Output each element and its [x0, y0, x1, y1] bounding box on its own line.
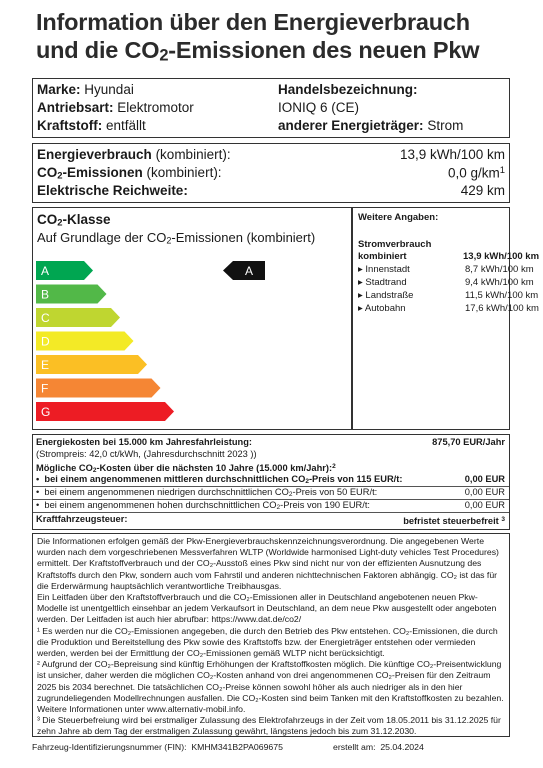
- co2-class-box: [32, 207, 540, 430]
- note-footnote-3: ³ Die Steuerbefreiung wird bei erstmaliger Zulassung des Elektrofahrzeugs in der Zeit vom 18.05.2011 bis 31.12.2025 für zehn Jahre ab dem Tag der erstmaligen Zulassung gewährt, längstens jedoch bis zum 31.12.2030.: [37, 715, 501, 737]
- co2-class-subtitle: Auf Grundlage der CO2-Emissionen (kombiniert): [37, 230, 316, 246]
- weitere-item: [358, 303, 406, 314]
- note-paragraph-2: Ein Leitfaden über den Kraftstoffverbrauch und die CO₂-Emissionen aller in Deutschland angebotenen neuen Pkw-Modelle ist unentgeltlich einsehbar an jedem Verkaufsort in Deutschland, an dem neue Pkw ausgestellt oder angeboten werden. Der Leitfaden ist auch hier abrufbar: https://www.dat.de/co2/: [37, 592, 497, 625]
- energietraeger-row: anderer Energieträger: Strom: [278, 118, 464, 133]
- weitere-item-value: 8,7 kWh/100 km: [465, 264, 534, 275]
- handels-label: Handelsbezeichnung:: [278, 82, 418, 97]
- class-arrow-label-c: C: [41, 311, 50, 325]
- weitere-title: Weitere Angaben:: [358, 212, 439, 223]
- class-arrow-label-g: G: [41, 405, 51, 419]
- weitere-item-label: ▸ Landstraße: [358, 290, 414, 301]
- weitere-item-value: 11,5 kWh/100 km: [465, 290, 539, 301]
- note-footnote-1: ¹ Es werden nur die CO₂-Emissionen angegeben, die durch den Betrieb des Pkw entstehen. CO₂-Emissionen, die durch die Produktion und Bereitstellung des Pkw sowie des Kraftstoffs bzw. der Energieträger entstehen oder vermieden werden, werden bei der Ermittlung der CO₂-Emissionen gemäß WLTP nicht berücksichtigt.: [37, 625, 498, 659]
- class-arrow-label-a: A: [41, 264, 50, 278]
- erstellt-row: erstellt am: 25.04.2024: [333, 742, 424, 752]
- class-arrow-d: [36, 332, 134, 351]
- co2-label: CO2-Emissionen (kombiniert):: [37, 165, 222, 182]
- moegliche-co2-kosten-label: Mögliche CO2-Kosten über die nächsten 10 Jahre (15.000 km/Jahr):$^2$: [36, 462, 336, 474]
- divider: [33, 512, 509, 513]
- class-arrow-label-f: F: [41, 381, 49, 396]
- class-arrow-g: [36, 402, 174, 421]
- marke-row: Marke: Hyundai: [37, 82, 134, 97]
- handels-value: IONIQ 6 (CE): [278, 100, 360, 115]
- energie-value: 13,9 kWh/100 km: [399, 147, 505, 162]
- energiekosten-label: Energiekosten bei 15.000 km Jahresfahrleistung:: [36, 437, 252, 447]
- antrieb-row: Antriebsart: Elektromotor: [37, 100, 194, 115]
- current-class-marker: [223, 261, 265, 280]
- class-arrow-e: [36, 355, 147, 374]
- consumption-box: [32, 143, 510, 203]
- kombiniert-label: kombiniert: [358, 251, 407, 262]
- strom-label: Stromverbrauch: [358, 239, 432, 250]
- weitere-item-value: 9,4 kWh/100 km: [465, 277, 534, 288]
- title-line-2: und die CO2-Emissionen des neuen Pkw: [36, 37, 480, 65]
- note-footnote-2: ² Aufgrund der CO₂-Bepreisung sind künftig Erhöhungen der Kraftstoffkosten möglich. Die künftige CO₂-Preisentwicklung ist unsicher, daher werden die möglichen CO₂-Kosten anhand von drei angenommenen CO₂-Preisen für den Zeitraum 2025 bis 2034 berechnet. Die tatsächlichen CO₂-Preise können sowohl höher als auch niedriger als in den hier zugrundeliegenden Modellrechnungen ausfallen. Die CO₂-Kosten sind beim Tanken mit den Kraftstoffkosten zu bezahlen. Weitere Informationen unter www.alternativ-mobil.info.: [37, 659, 504, 715]
- weitere-item-label: ▸ Innenstadt: [358, 264, 410, 275]
- weitere-item-value: 17,6 kWh/100 km: [465, 303, 539, 314]
- co2-class-scale: [33, 256, 349, 436]
- mittel-row-value: 0,00 EUR: [464, 474, 505, 484]
- costs-box: [32, 434, 510, 530]
- mittel-row-label: • bei einem angenommenen mittleren durchschnittlichen CO2-Preis von 115 EUR/t:: [36, 474, 403, 485]
- weitere-item-label: ▸ Autobahn: [358, 303, 406, 314]
- hoch-row-value: 0,00 EUR: [464, 500, 505, 510]
- class-arrow-f: [36, 379, 161, 398]
- strompreis-text: (Strompreis: 42,0 ct/kWh, (Jahresdurchschnitt 2023 )): [36, 449, 257, 459]
- niedrig-row-label: • bei einem angenommenen niedrigen durchschnittlichen CO2-Preis von 50 EUR/t:: [36, 487, 378, 498]
- weitere-item-label: ▸ Stadtrand: [358, 277, 407, 288]
- note-paragraph-1: Die Informationen erfolgen gemäß der Pkw-Energieverbrauchskennzeichnungsverordnung. Die angegebenen Werte wurden nach dem vorgeschriebenen Messverfahren WLTP (Worldwide harmonised Light-duty vehicles Test Procedures) ermittelt. Der Kraftstoffverbrauch und der CO₂-Ausstoß eines Pkw sind nicht nur von der effizienten Ausnutzung des Kraftstoffs durch den Pkw, sondern auch vom Fahrstil und anderen nichttechnischen Faktoren abhängig. CO₂ ist das für die Erderwärmung hauptsächlich verantwortliche Treibhausgas.: [37, 536, 499, 591]
- class-arrow-label-e: E: [41, 358, 50, 372]
- weitere-item: [358, 264, 410, 275]
- vehicle-info-box: [32, 78, 510, 138]
- vertical-divider: [351, 208, 353, 429]
- class-arrow-label-b: B: [41, 287, 50, 302]
- current-class-label: A: [245, 264, 254, 278]
- class-arrow-label-d: D: [41, 334, 50, 349]
- hoch-row-label: • bei einem angenommenen hohen durchschnittlichen CO2-Preis von 190 EUR/t:: [36, 500, 371, 511]
- reichweite-label: Elektrische Reichweite:: [37, 183, 188, 198]
- kombiniert-value: 13,9 kWh/100 km: [463, 251, 540, 262]
- page-title: [36, 8, 516, 69]
- co2-value: 0,0 $g/km^1$: [447, 165, 505, 181]
- notes-box: [32, 533, 510, 737]
- fin-row: Fahrzeug-Identifizierungsnummer (FIN): KMHM341B2PA069675: [32, 742, 283, 752]
- weitere-item: [358, 290, 413, 301]
- title-line-1: Information über den Energieverbrauch: [36, 9, 470, 35]
- weitere-item: [358, 277, 407, 288]
- reichweite-value: 429 km: [460, 183, 505, 198]
- energiekosten-value: 875,70 EUR/Jahr: [432, 437, 505, 447]
- steuer-value: befristet steuerbefreit $^3$: [403, 515, 505, 526]
- niedrig-row-value: 0,00 EUR: [464, 487, 505, 497]
- co2-class-title: CO2-Klasse: [37, 212, 111, 229]
- energie-label: Energieverbrauch (kombiniert):: [37, 147, 231, 162]
- kraftstoff-row: Kraftstoff: entfällt: [37, 118, 146, 133]
- steuer-label: Kraftfahrzeugsteuer:: [36, 514, 128, 524]
